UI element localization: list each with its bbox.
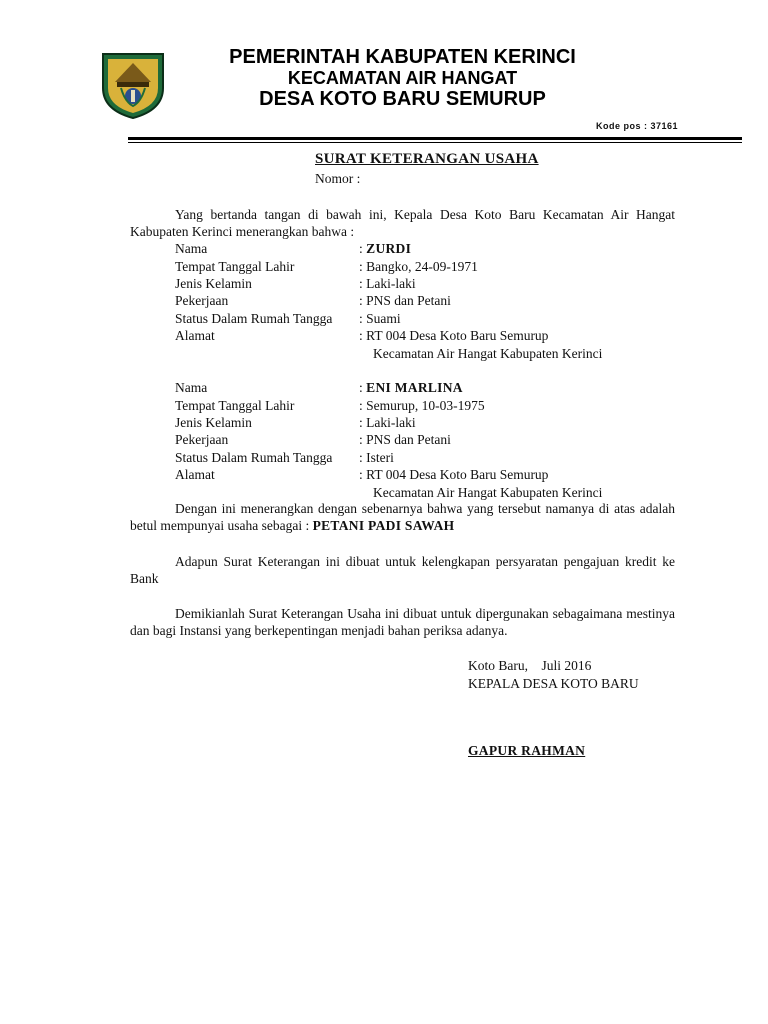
person2-job: PNS dan Petani	[366, 432, 451, 447]
person2-status-row: Status Dalam Rumah Tangga : Isteri	[175, 450, 394, 465]
person1-job: PNS dan Petani	[366, 293, 451, 308]
person2-status: Isteri	[366, 450, 394, 465]
field-label: Status Dalam Rumah Tangga	[175, 311, 333, 326]
person1-gender-row: Jenis Kelamin : Laki-laki	[175, 276, 416, 291]
letterhead-village: DESA KOTO BARU SEMURUP	[259, 88, 546, 110]
signature-place-date: Koto Baru, Juli 2016	[468, 658, 592, 673]
person1-name: ZURDI	[366, 241, 412, 256]
kerinci-emblem-icon	[97, 48, 169, 120]
letterhead-divider-thin	[128, 142, 742, 143]
person1-name-row: Nama : ZURDI	[175, 241, 412, 256]
person1-gender: Laki-laki	[366, 276, 416, 291]
field-label: Jenis Kelamin	[175, 276, 252, 291]
field-label: Status Dalam Rumah Tangga	[175, 450, 333, 465]
person2-birth: Semurup, 10-03-1975	[366, 398, 485, 413]
purpose-paragraph: Adapun Surat Keterangan ini dibuat untuk kelengkapan persyaratan pengajuan kredit ke Bank	[130, 554, 675, 586]
field-label: Jenis Kelamin	[175, 415, 252, 430]
intro-paragraph: Yang bertanda tangan di bawah ini, Kepala Desa Koto Baru Kecamatan Air Hangat Kabupaten Kerinci menerangkan bahwa :	[130, 207, 675, 239]
field-label: Nama	[175, 380, 208, 395]
person2-job-row: Pekerjaan : PNS dan Petani	[175, 432, 451, 447]
letterhead-government: PEMERINTAH KABUPATEN KERINCI	[229, 46, 576, 68]
person2-gender-row: Jenis Kelamin : Laki-laki	[175, 415, 416, 430]
person2-name: ENI MARLINA	[366, 380, 463, 395]
field-label: Pekerjaan	[175, 432, 229, 447]
business-type: PETANI PADI SAWAH	[312, 518, 455, 533]
person2-gender: Laki-laki	[366, 415, 416, 430]
person2-address-cont: Kecamatan Air Hangat Kabupaten Kerinci	[373, 485, 603, 500]
person2-birth-row: Tempat Tanggal Lahir : Semurup, 10-03-1975	[175, 398, 485, 413]
postal-code: Kode pos : 37161	[596, 121, 679, 131]
field-label: Alamat	[175, 467, 215, 482]
person1-status: Suami	[366, 311, 401, 326]
field-label: Tempat Tanggal Lahir	[175, 398, 295, 413]
statement-paragraph	[130, 500, 675, 534]
field-label: Pekerjaan	[175, 293, 229, 308]
person1-address: RT 004 Desa Koto Baru Semurup	[366, 328, 549, 343]
statement-text: Dengan ini menerangkan dengan sebenarnya bahwa yang tersebut namanya di atas adalah betul mempunyai usaha sebagai :	[130, 501, 675, 533]
person1-birth-row: Tempat Tanggal Lahir : Bangko, 24-09-1971	[175, 259, 478, 274]
person2-name-row: Nama : ENI MARLINA	[175, 380, 463, 395]
field-label: Alamat	[175, 328, 215, 343]
signature-name: GAPUR RAHMAN	[468, 743, 586, 758]
person2-address-row: Alamat : RT 004 Desa Koto Baru Semurup	[175, 467, 549, 482]
field-label: Tempat Tanggal Lahir	[175, 259, 295, 274]
letterhead-district: KECAMATAN AIR HANGAT	[287, 68, 518, 88]
person1-address-cont: Kecamatan Air Hangat Kabupaten Kerinci	[373, 346, 603, 361]
person1-birth: Bangko, 24-09-1971	[366, 259, 478, 274]
person1-status-row: Status Dalam Rumah Tangga : Suami	[175, 311, 401, 326]
letterhead-divider-thick	[128, 137, 742, 140]
field-label: Nama	[175, 241, 208, 256]
person1-job-row: Pekerjaan : PNS dan Petani	[175, 293, 451, 308]
person2-address: RT 004 Desa Koto Baru Semurup	[366, 467, 549, 482]
person1-address-row: Alamat : RT 004 Desa Koto Baru Semurup	[175, 328, 549, 343]
signature-position: KEPALA DESA KOTO BARU	[468, 676, 639, 691]
document-number-label: Nomor :	[315, 171, 361, 186]
closing-paragraph: Demikianlah Surat Keterangan Usaha ini dibuat untuk dipergunakan sebagaimana mestinya dan bagi Instansi yang berkepentingan menjadi bahan periksa adanya.	[130, 606, 675, 638]
document-title: SURAT KETERANGAN USAHA	[315, 151, 539, 167]
